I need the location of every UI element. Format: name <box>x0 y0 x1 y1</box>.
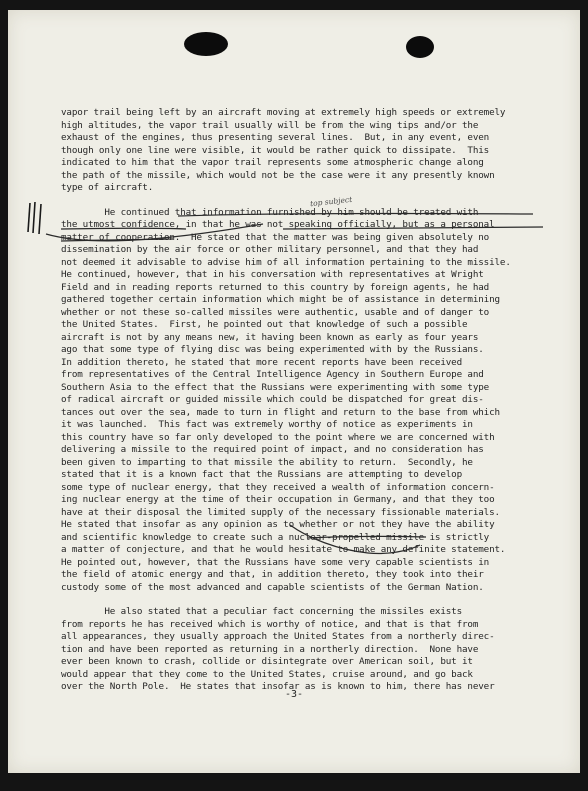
text-line: all appearances, they usually approach the United States from a northerly direc- <box>61 631 495 642</box>
text-line: ing nuclear energy at the time of their occupation in Germany, and that they too <box>61 494 495 505</box>
text-line: He also stated that a peculiar fact concerning the missiles exists <box>61 606 463 617</box>
text-line: In addition thereto, he stated that more recent reports have been received <box>61 356 463 368</box>
text-line: He continued, however, that in his conversation with representatives at Wright <box>61 269 484 280</box>
text-line: and scientific knowledge to create such a nuclear-propelled missile is strictly <box>61 531 490 543</box>
text-line: He continued that information furnished by him should be treated with <box>61 206 479 218</box>
punch-hole-right <box>406 36 434 58</box>
text-line: a matter of conjecture, and that he would hesitate to make any definite statement. <box>61 544 506 555</box>
text-line: He pointed out, however, that the Russians have some very capable scientists in <box>61 556 490 568</box>
text-line: gathered together certain information which might be of assistance in determining <box>61 294 500 305</box>
typed-body <box>61 107 556 694</box>
text-line: He stated that insofar as any opinion as to whether or not they have the ability <box>61 519 495 530</box>
paragraph-northerly-direction <box>61 606 556 694</box>
text-line: the United States. First, he pointed out that knowledge of such a possible <box>61 319 468 330</box>
text-line: from reports he has received which is worthy of notice, and that is that from <box>61 618 479 630</box>
text-line: have at their disposal the limited supply of the necessary fissionable materials. <box>61 506 500 518</box>
text-line: Field and in reading reports returned to this country by foreign agents, he had <box>61 281 490 293</box>
paragraph-confidential-information <box>61 207 556 595</box>
punch-hole-left <box>184 32 228 56</box>
page-number: -3- <box>284 689 304 700</box>
text-line: Southern Asia to the effect that the Russians were experimenting with some type <box>61 381 490 393</box>
text-line: this country have so far only developed to the point where we are concerned with <box>61 431 495 443</box>
text-line: custody some of the most advanced and capable scientists of the German Nation. <box>61 581 484 593</box>
text-line: the utmost confidence, in that he was not speaking officially, but as a personal <box>61 219 495 230</box>
text-line: though only one line were visible, it would be rather quick to dissipate. This <box>61 144 490 156</box>
text-line: type of aircraft. <box>61 182 154 193</box>
text-line: whether or not these so-called missiles were authentic, usable and of danger to <box>61 306 490 318</box>
text-line: delivering a missile to the required point of impact, and no consideration has <box>61 444 484 455</box>
text-line: tances out over the sea, made to turn in flight and return to the base from which <box>61 406 500 418</box>
text-line: would appear that they come to the United States, cruise around, and go back <box>61 668 473 680</box>
text-line: from representatives of the Central Intelligence Agency in Southern Europe and <box>61 369 484 380</box>
text-line: the field of atomic energy and that, in addition thereto, they took into their <box>61 569 484 580</box>
margin-mark <box>33 202 35 233</box>
document-page <box>8 10 580 773</box>
text-line: some type of nuclear energy, that they received a wealth of information concern- <box>61 481 495 493</box>
text-line: tion and have been reported as returning in a northerly direction. None have <box>61 643 479 655</box>
text-line: exhaust of the engines, thus presenting several lines. But, in any event, even <box>61 132 490 143</box>
margin-mark <box>28 203 30 232</box>
text-line: high altitudes, the vapor trail usually will be from the wing tips and/or the <box>61 119 479 131</box>
text-line: matter of cooperation. He stated that the matter was being given absolutely no <box>61 231 490 243</box>
text-line: over the North Pole. He states that insofar as is known to him, there has never <box>61 681 495 692</box>
text-line: the path of the missile, which would not be the case were it any presently known <box>61 169 495 181</box>
paragraph-vapor-trail <box>61 107 556 195</box>
margin-mark <box>39 204 41 234</box>
text-line: stated that it is a known fact that the Russians are attempting to develop <box>61 469 463 480</box>
text-line: of radical aircraft or guided missile which could be dispatched for great dis- <box>61 394 484 405</box>
text-line: aircraft is not by any means new, it having been known as early as four years <box>61 331 479 343</box>
text-line: ago that some type of flying disc was being experimented with by the Russians. <box>61 344 484 355</box>
handwritten-note: top subject <box>309 194 353 209</box>
text-line: been given to imparting to that missile the ability to return. Secondly, he <box>61 456 473 468</box>
text-line: vapor trail being left by an aircraft moving at extremely high speeds or extremely <box>61 107 506 118</box>
text-line: dissemination by the air force or other military personnel, and that they had <box>61 244 479 255</box>
text-line: indicated to him that the vapor trail represents some atmospheric change along <box>61 157 484 168</box>
text-line: ever been known to crash, collide or disintegrate over American soil, but it <box>61 656 473 667</box>
text-line: it was launched. This fact was extremely worthy of notice as experiments in <box>61 419 473 430</box>
text-line: not deemed it advisable to advise him of all information pertaining to the missile. <box>61 256 511 268</box>
